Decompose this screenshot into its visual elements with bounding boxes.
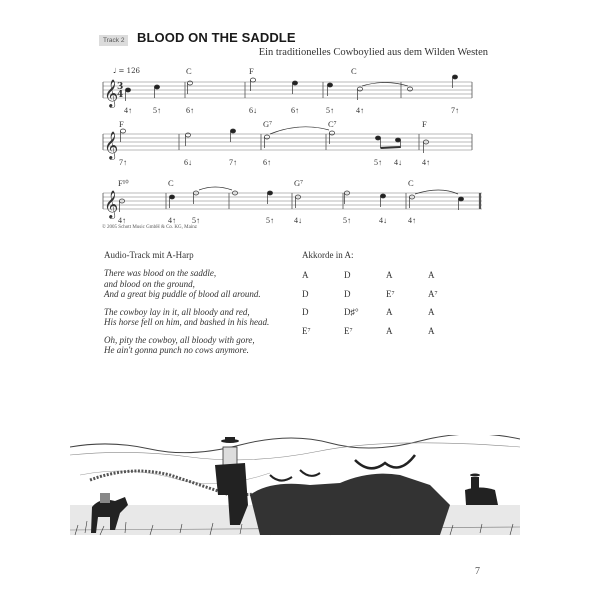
harp-tab-number: 4↓ — [294, 216, 302, 225]
harp-tab-number: 4↓ — [394, 158, 402, 167]
harp-tab-number: 5↑ — [153, 106, 161, 115]
chord-cell: D♯° — [344, 307, 359, 317]
lyrics-stanza — [104, 307, 269, 328]
chord-cell: A — [428, 325, 435, 336]
harp-tab-number: 6↑ — [186, 106, 194, 115]
lyric-line: and blood on the ground, — [104, 278, 195, 289]
audio-track-label: Audio-Track mit A-Harp — [104, 250, 194, 260]
harp-tab-number: 6↓ — [249, 106, 257, 115]
chord-symbol: C — [186, 66, 192, 76]
chord-cell: D — [302, 288, 309, 299]
lyric-line: Oh, pity the cowboy, all bloody with gore, — [104, 334, 255, 345]
chord-cell: D — [344, 270, 351, 280]
chord-grid — [302, 270, 470, 344]
chord-symbol: F — [119, 119, 124, 129]
svg-text:𝄞: 𝄞 — [104, 131, 119, 159]
harp-tab-number: 7↑ — [119, 158, 127, 167]
treble-clef-icon: 𝄞 — [104, 79, 119, 107]
lyrics-stanza — [104, 268, 269, 300]
chord-cell: A — [386, 307, 393, 317]
harp-tab-number: 5↑ — [192, 216, 200, 225]
chord-cell: A — [302, 270, 309, 280]
chord-symbol: C — [168, 178, 174, 188]
harp-tab-number: 4↑ — [408, 216, 416, 225]
page-number: 7 — [475, 566, 480, 577]
harp-tab-number: 5↑ — [326, 106, 334, 115]
chord-cell: E⁷ — [386, 288, 395, 299]
lyric-line: The cowboy lay in it, all bloody and red, — [104, 306, 250, 317]
chord-symbol: G⁷ — [294, 178, 304, 188]
harp-tab-number: 4↑ — [118, 216, 126, 225]
chord-symbol: C⁷ — [328, 119, 337, 129]
song-subtitle: Ein traditionelles Cowboylied aus dem Wilden Westen — [258, 47, 488, 58]
harp-tab-number: 4↑ — [124, 106, 132, 115]
harp-tab-number: 4↑ — [422, 158, 430, 167]
chord-cell: E⁷ — [302, 325, 311, 336]
harp-tab-number: 4↓ — [379, 216, 387, 225]
chord-row — [302, 307, 470, 326]
chord-cell: A — [428, 270, 435, 280]
track-badge: Track 2 — [99, 35, 128, 46]
lyric-line: And a great big puddle of blood all around. — [104, 289, 261, 299]
song-title: BLOOD ON THE SADDLE — [137, 30, 296, 45]
chords-in-a-label: Akkorde in A: — [302, 250, 354, 260]
chord-symbol: G⁷ — [263, 119, 273, 129]
harp-tab-number: 7↑ — [451, 106, 459, 115]
chord-cell: A — [386, 325, 393, 336]
harp-tab-number: 4↑ — [356, 106, 364, 115]
chord-symbol: F — [422, 119, 427, 129]
harp-tab-number: 4↑ — [168, 216, 176, 225]
lyric-line: His horse fell on him, and bashed in his head. — [104, 317, 270, 327]
lyrics-stanza — [104, 335, 269, 356]
chord-row — [302, 289, 470, 308]
music-score — [0, 0, 600, 240]
chord-symbol: F¹⁰ — [118, 178, 129, 188]
chord-cell: D — [302, 307, 309, 317]
harp-tab-number: 6↓ — [184, 158, 192, 167]
lyric-line: There was blood on the saddle, — [104, 268, 217, 278]
harp-tab-number: 5↑ — [266, 216, 274, 225]
svg-text:4: 4 — [117, 90, 124, 100]
chord-cell: E⁷ — [344, 325, 353, 336]
copyright-notice: © 2005 Schott Music GmbH & Co. KG, Mainz — [102, 225, 197, 230]
chord-symbol: C — [408, 178, 414, 188]
harp-tab-number: 6↑ — [263, 158, 271, 167]
harp-tab-number: 5↑ — [343, 216, 351, 225]
svg-text:3: 3 — [117, 82, 124, 92]
chord-cell: A — [386, 270, 393, 280]
chord-symbol: F — [249, 66, 254, 76]
chord-cell: A⁷ — [428, 288, 438, 299]
chord-symbol: C — [351, 66, 357, 76]
chord-row — [302, 326, 470, 345]
chord-row — [302, 270, 470, 289]
cowboy-cattle-drive-illustration — [70, 435, 520, 560]
chord-cell: D — [344, 288, 351, 299]
harp-tab-number: 5↑ — [374, 158, 382, 167]
harp-tab-number: 7↑ — [229, 158, 237, 167]
harp-tab-number: 6↑ — [291, 106, 299, 115]
svg-text:♩ = 126: ♩ = 126 — [113, 67, 140, 75]
lyrics — [104, 268, 269, 363]
lyric-line: He ain't gonna punch no cows anymore. — [104, 345, 249, 355]
chord-cell: A — [428, 307, 435, 317]
svg-text:𝄞: 𝄞 — [104, 190, 119, 218]
